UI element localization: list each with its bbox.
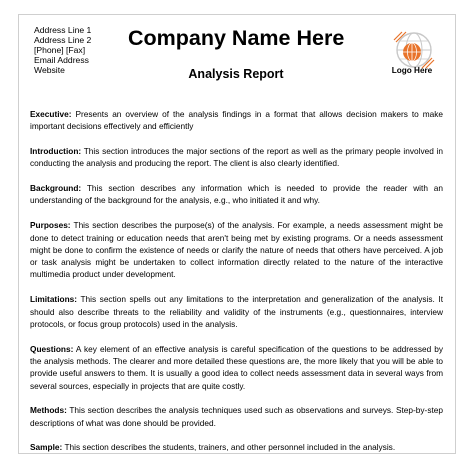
report-title: Analysis Report <box>188 67 284 81</box>
phone-fax: [Phone] [Fax] <box>34 45 86 55</box>
section-introduction <box>30 145 443 170</box>
section-label: Executive: <box>30 109 72 119</box>
report-body <box>30 108 443 466</box>
section-methods <box>30 404 443 429</box>
section-executive <box>30 108 443 133</box>
section-text: This section spells out any limitations to the interpretation and generalization of the analysis. It should also describe threats to the reliability and validity of the instruments (e.g., questionnaires, interview protocols, or focus group protocols) used in the analysis. <box>30 294 443 329</box>
website: Website <box>34 65 65 75</box>
section-text: This section describes the students, trainers, and other personnel included in the analysis. <box>64 442 396 453</box>
address-block <box>34 25 91 75</box>
section-text: This section describes the purpose(s) of the analysis. For example, a needs assessment might be done to detect training or education needs that aren't being met by existing programs. Or a needs assessment might be done to confirm the existence of needs or clarify the nature of needs that others have perceived. A job or task analysis might be undertaken to collect information directly related to the nature of the interactive multimedia product under development. <box>30 220 443 280</box>
company-name: Company Name Here <box>128 26 345 50</box>
section-label: Limitations: <box>30 294 78 305</box>
address-line-1: Address Line 1 <box>34 25 92 35</box>
section-limitations <box>30 293 443 330</box>
section-text: This section describes any information which is needed to provide the reader with an understanding of the background for the analysis, e.g., who initiated it and why. <box>30 183 444 206</box>
section-text: Presents an overview of the analysis findings in a format that allows decision makers to make important decisions effectively and efficiently <box>30 109 443 132</box>
section-sample <box>30 441 443 453</box>
section-label: Purposes: <box>30 220 71 231</box>
email-address: Email Address <box>34 55 89 65</box>
section-label: Methods: <box>30 405 67 416</box>
section-purposes <box>30 219 443 280</box>
logo-text: Logo Here <box>391 66 433 75</box>
section-label: Introduction: <box>30 146 82 157</box>
section-text: A key element of an effective analysis is careful specification of the questions to be addressed by the analysis methods. The clearer and more detailed these questions are, the more likely that you will be able to provide useful answers to them. It is usually a good idea to collect needs assessment data in several ways from several sources, especially in projects that are quite costly. <box>30 343 443 391</box>
section-text: This section describes the analysis techniques used such as observations and surveys. Step-by-step descriptions of what was done should be provided. <box>30 405 444 428</box>
section-background <box>30 182 443 207</box>
section-text: This section introduces the major sections of the report as well as the primary people involved in conducting the analysis and producing the report. The client is also clearly identified. <box>30 146 443 169</box>
section-label: Background: <box>30 183 82 194</box>
section-label: Sample: <box>30 442 63 453</box>
address-line-2: Address Line 2 <box>34 35 92 45</box>
section-questions <box>30 343 443 392</box>
section-label: Questions: <box>30 343 74 354</box>
